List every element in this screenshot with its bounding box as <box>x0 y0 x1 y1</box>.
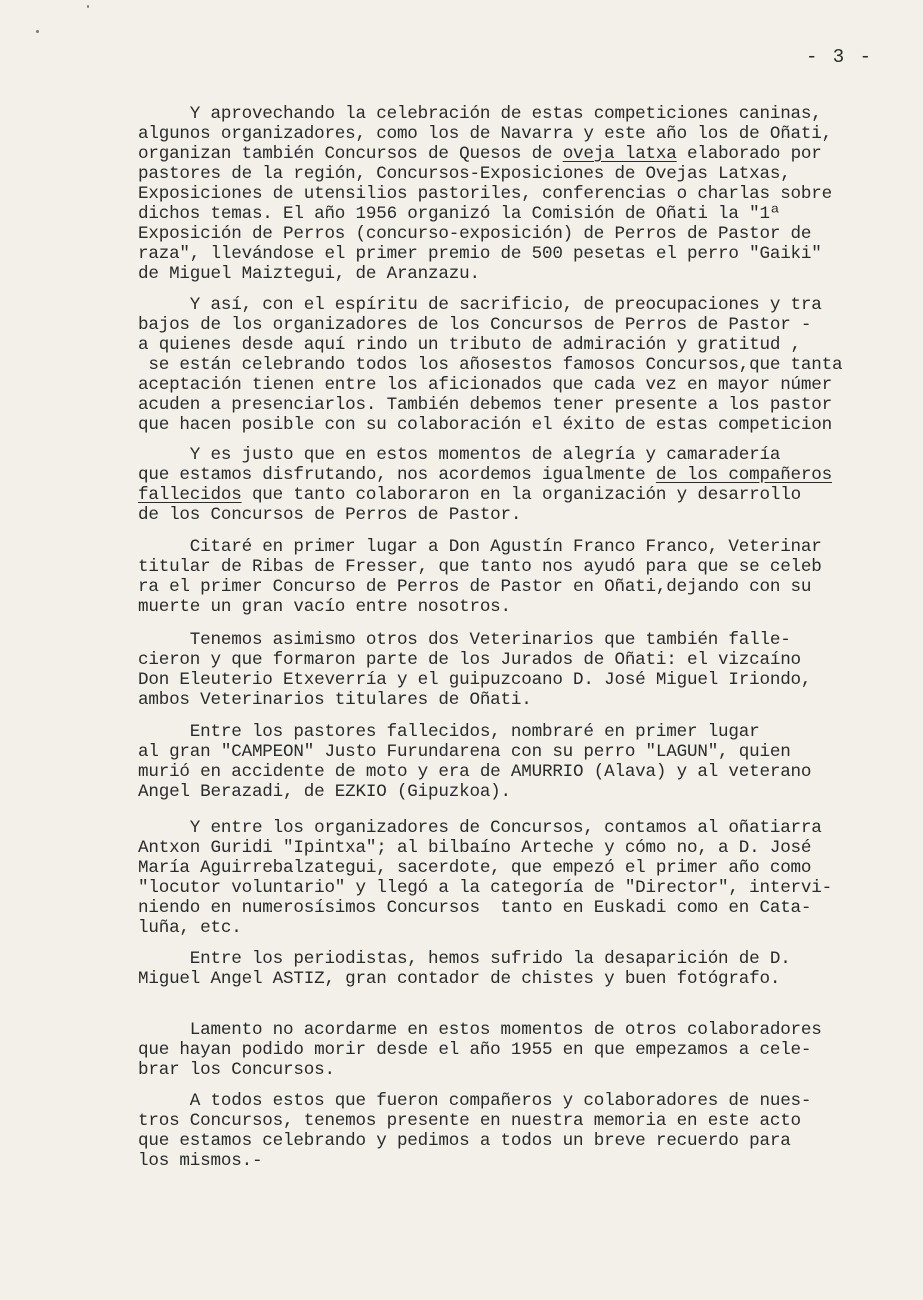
page-number: - 3 - <box>806 46 874 68</box>
text-line: Citaré en primer lugar a Don Agustín Franco Franco, Veterinar <box>138 537 822 557</box>
text-line: Don Eleuterio Etxeverría y el guipuzcoano D. José Miguel Iriondo, <box>138 670 812 690</box>
text-line: que hacen posible con su colaboración el éxito de estas competicion <box>138 415 832 435</box>
paper-speck <box>87 5 89 8</box>
text-line: Miguel Angel ASTIZ, gran contador de chistes y buen fotógrafo. <box>138 969 781 989</box>
text-line: A todos estos que fueron compañeros y colaboradores de nues- <box>138 1091 812 1111</box>
underlined-phrase: de los compañeros <box>655 465 832 485</box>
text-line: Angel Berazadi, de EZKIO (Gipuzkoa). <box>138 782 511 802</box>
text-line: niendo en numerosísimos Concursos tanto en Euskadi como en Cata- <box>138 898 812 918</box>
text-line <box>138 465 832 485</box>
text-line: ra el primer Concurso de Perros de Pastor en Oñati,dejando con su <box>138 577 812 597</box>
text-line: Exposiciones de utensilios pastoriles, conferencias o charlas sobre <box>138 184 832 204</box>
text-line: acuden a presenciarlos. También debemos tener presente a los pastor <box>138 395 832 415</box>
text-line: Antxon Guridi "Ipintxa"; al bilbaíno Arteche y cómo no, a D. José <box>138 838 812 858</box>
text-line: Y es justo que en estos momentos de alegría y camaradería <box>138 445 781 465</box>
text-line: luña, etc. <box>138 918 242 938</box>
text-line: "locutor voluntario" y llegó a la categoría de "Director", intervi- <box>138 878 832 898</box>
text-line: Entre los periodistas, hemos sufrido la desaparición de D. <box>138 949 791 969</box>
text-line: tros Concursos, tenemos presente en nuestra memoria en este acto <box>138 1111 801 1131</box>
text-line <box>138 144 822 164</box>
text-line: dichos temas. El año 1956 organizó la Comisión de Oñati la "1ª <box>138 204 781 224</box>
text-line: Y entre los organizadores de Concursos, contamos al oñatiarra <box>138 818 822 838</box>
text-line: Exposición de Perros (concurso-exposición) de Perros de Pastor de <box>138 224 812 244</box>
text-line: pastores de la región, Concursos-Exposiciones de Ovejas Latxas, <box>138 164 791 184</box>
text-line: raza", llevándose el primer premio de 500 pesetas el perro "Gaiki" <box>138 244 822 264</box>
text-line: brar los Concursos. <box>138 1060 335 1080</box>
text-line: María Aguirrebalzategui, sacerdote, que empezó el primer año como <box>138 858 812 878</box>
text-line: a quienes desde aquí rindo un tributo de admiración y gratitud , <box>138 335 801 355</box>
text-line: que hayan podido morir desde el año 1955 en que empezamos a cele- <box>138 1040 812 1060</box>
line-segment: que estamos disfrutando, nos acordemos igualmente <box>138 465 656 485</box>
text-line: algunos organizadores, como los de Navarra y este año los de Oñati, <box>138 124 832 144</box>
text-line: Tenemos asimismo otros dos Veterinarios que también falle- <box>138 630 791 650</box>
text-line: al gran "CAMPEON" Justo Furundarena con su perro "LAGUN", quien <box>138 742 791 762</box>
line-segment: elaborado por <box>676 144 822 164</box>
underlined-phrase: oveja latxa <box>562 144 677 164</box>
text-line: aceptación tienen entre los aficionados que cada vez en mayor númer <box>138 375 832 395</box>
text-line: Lamento no acordarme en estos momentos de otros colaboradores <box>138 1020 822 1040</box>
text-line: los mismos.- <box>138 1151 263 1171</box>
text-line: de Miguel Maiztegui, de Aranzazu. <box>138 264 480 284</box>
text-line: se están celebrando todos los añosestos famosos Concursos,que tanta <box>138 355 843 375</box>
text-line: de los Concursos de Perros de Pastor. <box>138 505 522 525</box>
text-line: Entre los pastores fallecidos, nombraré en primer lugar <box>138 722 760 742</box>
text-line: Y aprovechando la celebración de estas competiciones caninas, <box>138 104 822 124</box>
text-line: Y así, con el espíritu de sacrificio, de preocupaciones y tra <box>138 295 822 315</box>
text-line: cieron y que formaron parte de los Jurados de Oñati: el vizcaíno <box>138 650 801 670</box>
text-line: titular de Ribas de Fresser, que tanto nos ayudó para que se celeb <box>138 557 822 577</box>
text-line: que estamos celebrando y pedimos a todos un breve recuerdo para <box>138 1131 791 1151</box>
text-line: murió en accidente de moto y era de AMURRIO (Alava) y al veterano <box>138 762 812 782</box>
text-line: ambos Veterinarios titulares de Oñati. <box>138 690 532 710</box>
line-segment: que tanto colaboraron en la organización y desarrollo <box>241 485 801 505</box>
paper-speck <box>36 30 39 33</box>
text-line <box>138 485 801 505</box>
underlined-phrase: fallecidos <box>138 485 242 505</box>
line-segment: organizan también Concursos de Quesos de <box>138 144 563 164</box>
text-line: bajos de los organizadores de los Concursos de Perros de Pastor - <box>138 315 812 335</box>
text-line: muerte un gran vacío entre nosotros. <box>138 597 511 617</box>
